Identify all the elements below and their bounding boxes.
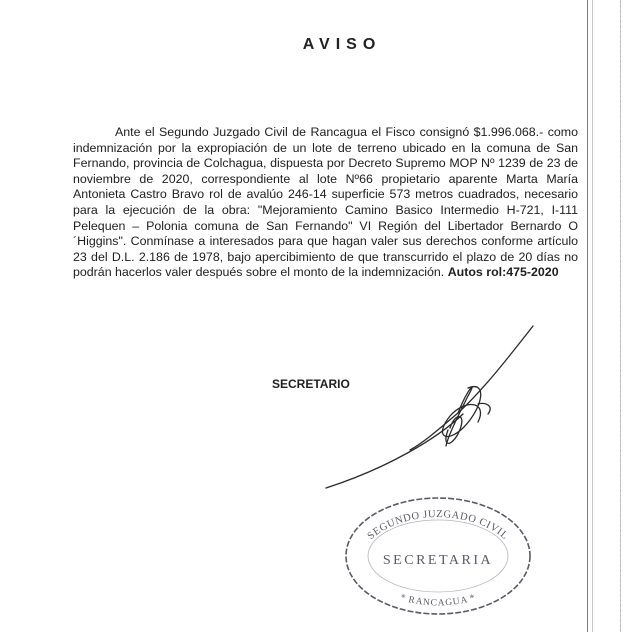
notice-body-text: Ante el Segundo Juzgado Civil de Rancagua el Fisco consignó $1.996.068.- como indemnización por la expropiación de un lote de terreno ubicado en la comuna de San Fernando, provincia de Colchagua, dispuesta por Decreto Supremo MOP Nº 1239 de 23 de noviembre de 2020, correspondiente al lote Nº66 propietario aparente Marta María Antonieta Castro Bravo rol de avalúo 246-14 superficie 573 metros cuadrados, necesario para la ejecución de la obra: "Mejoramiento Camino Basico Intermedio H-721, I-111 Pelequen – Polonia comuna de San Fernando" VI Región del Libertador Bernardo O´Higgins". Conmínase a interesados para que hagan valer sus derechos conforme artículo 23 del D.L. 2.186 de 1978, bajo apercibimiento de que transcurrido el plazo de 20 días no podrán hacerlos valer después sobre el monto de la indemnización. bbox=[73, 125, 578, 280]
document-title: AVISO bbox=[302, 36, 382, 53]
svg-text:* RANCAGUA * bbox=[399, 593, 477, 609]
handwritten-signature bbox=[318, 318, 558, 498]
court-seal-stamp bbox=[338, 492, 538, 620]
case-number: Autos rol:475-2020 bbox=[447, 265, 559, 280]
page-edge-line bbox=[592, 0, 593, 632]
seal-center-text: SECRETARIA bbox=[382, 553, 494, 568]
page-edge-line bbox=[587, 0, 588, 632]
notice-body bbox=[73, 125, 578, 281]
page-edge-line-dashed bbox=[620, 0, 621, 632]
seal-top-text: SEGUNDO JUZGADO CIVIL bbox=[365, 509, 511, 543]
svg-text:SEGUNDO JUZGADO CIVIL bbox=[366, 509, 511, 542]
signatory-label: SECRETARIO bbox=[272, 377, 350, 391]
seal-bottom-text: * RANCAGUA * bbox=[398, 592, 478, 609]
